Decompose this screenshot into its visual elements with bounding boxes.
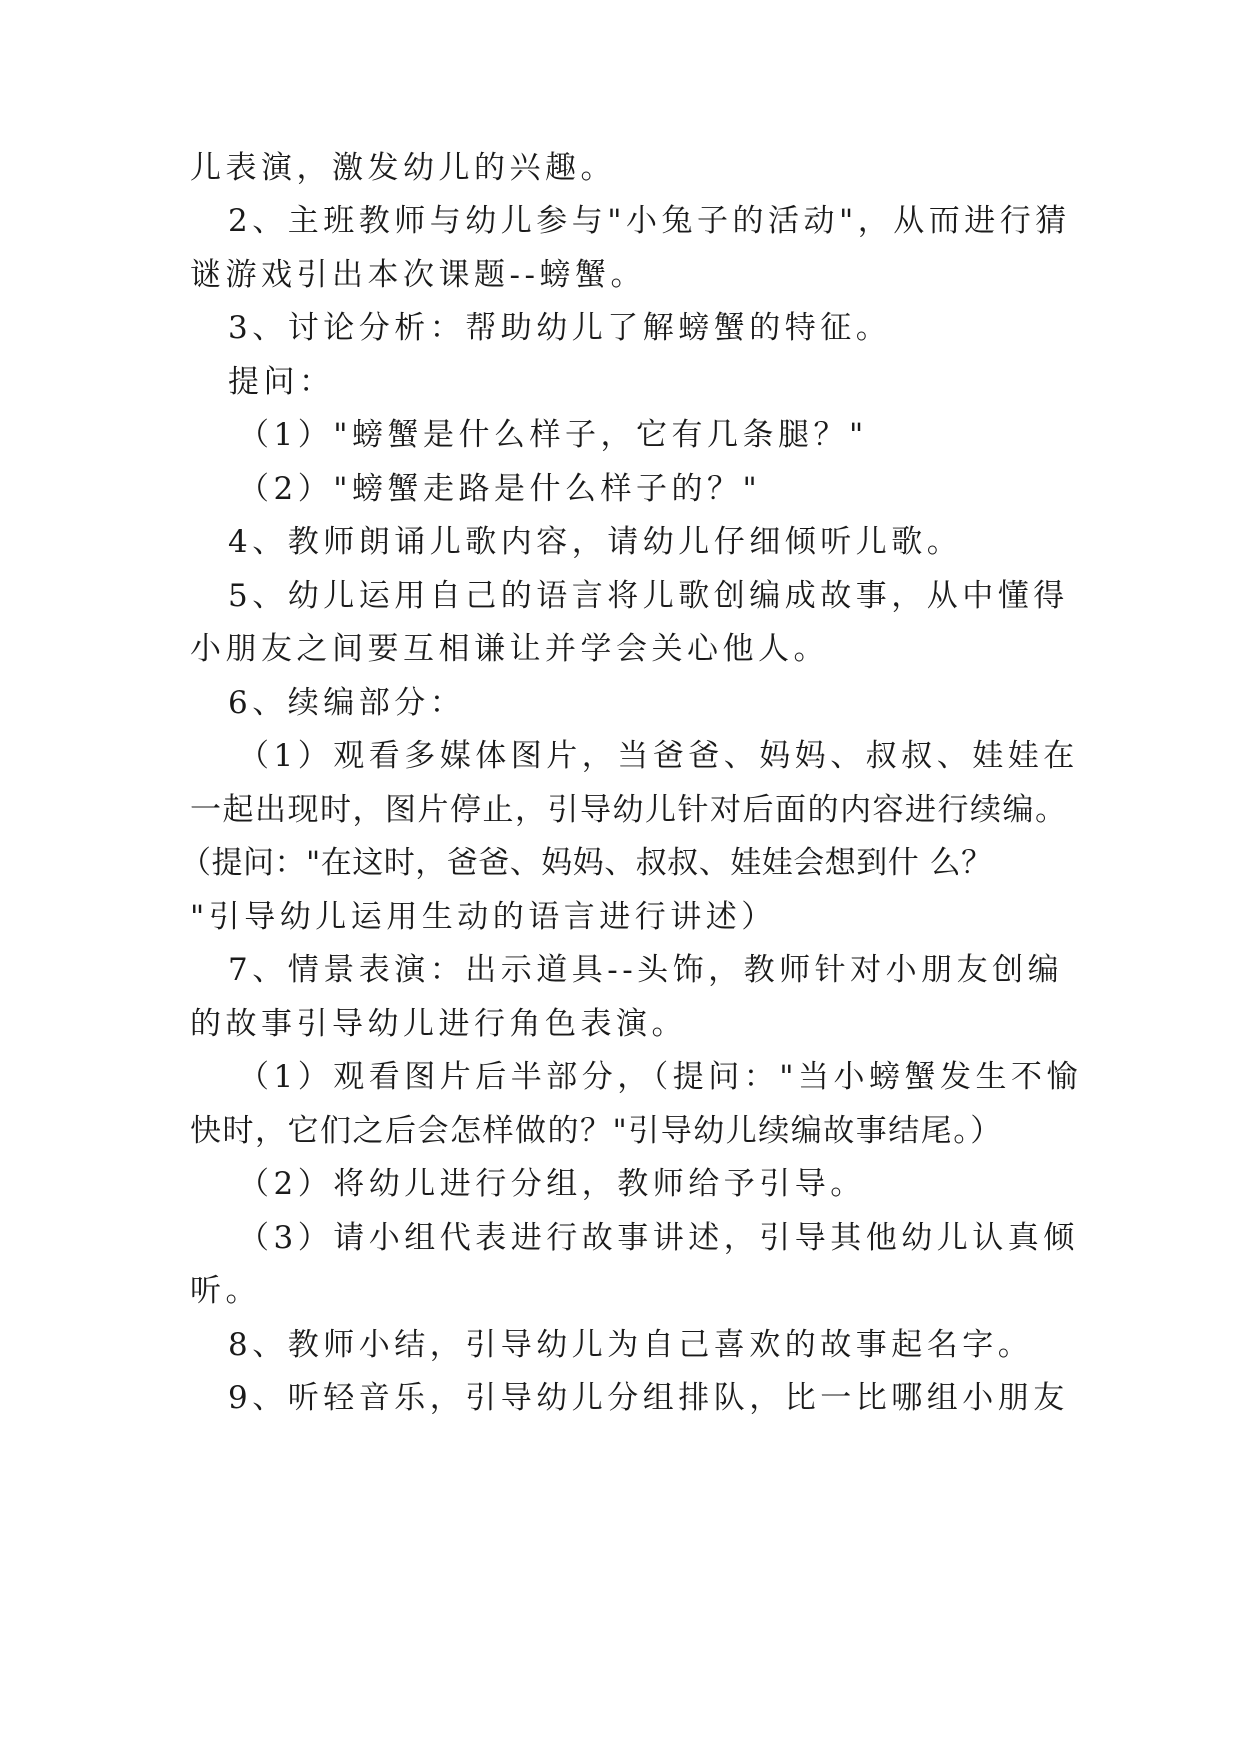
text-line: 2、主班教师与幼儿参与"小兔子的活动"，从而进行猜 xyxy=(228,203,1071,239)
text-line: 听。 xyxy=(190,1273,261,1309)
text-line: 9、听轻音乐，引导幼儿分组排队，比一比哪组小朋友 xyxy=(228,1380,1069,1416)
text-line: （提问："在这时，爸爸、妈妈、叔叔、娃娃会想到什 么？ xyxy=(180,845,993,881)
text-line: 4、教师朗诵儿歌内容，请幼儿仔细倾听儿歌。 xyxy=(228,524,963,560)
text-line: 提问： xyxy=(228,364,335,400)
text-line: 8、教师小结，引导幼儿为自己喜欢的故事起名字。 xyxy=(228,1327,1034,1363)
text-line: 儿表演，激发幼儿的兴趣。 xyxy=(190,150,616,186)
text-line: 7、情景表演：出示道具--头饰，教师针对小朋友创编 xyxy=(228,952,1064,988)
text-line: 一起出现时，图片停止，引导幼儿针对后面的内容进行续编。 xyxy=(190,792,1068,828)
text-line: 3、讨论分析：帮助幼儿了解螃蟹的特征。 xyxy=(228,310,892,346)
text-line: （2）将幼儿进行分组，教师给予引导。 xyxy=(238,1166,866,1202)
text-line: 小朋友之间要互相谦让并学会关心他人。 xyxy=(190,631,829,667)
text-line: 快时，它们之后会怎样做的？"引导幼儿续编故事结尾。） xyxy=(190,1113,1003,1149)
text-line: 5、幼儿运用自己的语言将儿歌创编成故事，从中懂得 xyxy=(228,578,1069,614)
text-line: （2）"螃蟹走路是什么样子的？" xyxy=(238,471,762,507)
text-line: "引导幼儿运用生动的语言进行讲述） xyxy=(190,899,777,935)
text-line: （1）"螃蟹是什么样子，它有几条腿？" xyxy=(238,417,868,453)
text-line: （1）观看多媒体图片，当爸爸、妈妈、叔叔、娃娃在 xyxy=(238,738,1079,774)
text-line: （1）观看图片后半部分，（提问："当小螃蟹发生不愉 xyxy=(238,1059,1082,1095)
text-line: 谜游戏引出本次课题--螃蟹。 xyxy=(190,257,646,293)
text-line: 6、续编部分： xyxy=(228,685,466,721)
text-line: （3）请小组代表进行故事讲述，引导其他幼儿认真倾 xyxy=(238,1220,1079,1256)
text-line: 的故事引导幼儿进行角色表演。 xyxy=(190,1006,687,1042)
